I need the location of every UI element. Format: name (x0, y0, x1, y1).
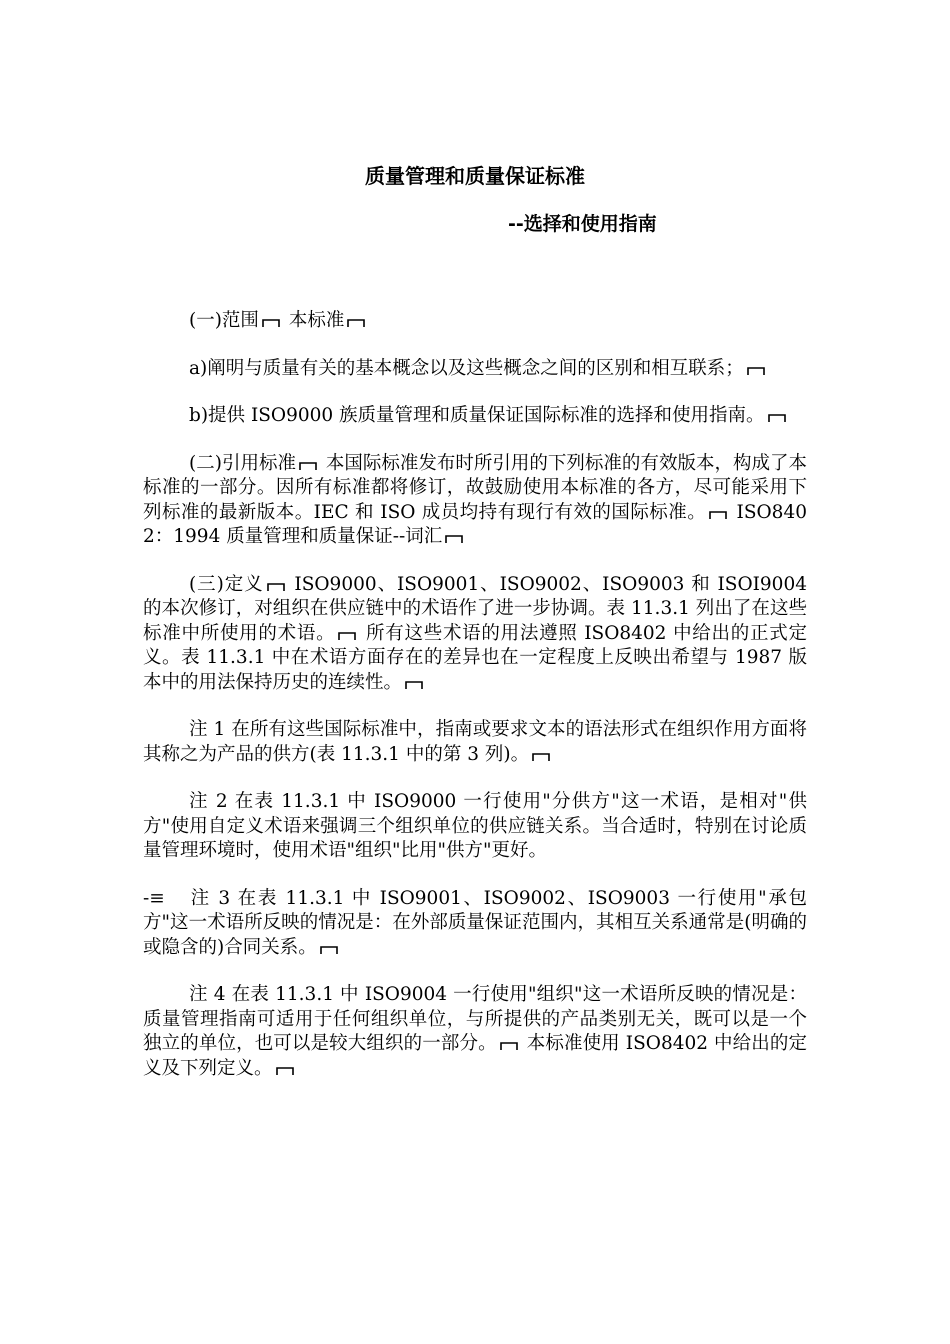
line-break-mark-icon (532, 750, 550, 762)
stray-mark: -≡ (143, 887, 165, 909)
line-break-mark-icon (347, 316, 365, 328)
paragraph-item-a (143, 357, 807, 382)
paragraph-item-b (143, 404, 807, 429)
paragraph-text: 注 1 在所有这些国际标准中，指南或要求文本的语法形式在组织作用方面将其称之为产品的供方(表 11.3.1 中的第 3 列)。 (143, 719, 807, 765)
line-break-mark-icon (299, 459, 317, 471)
line-break-mark-icon (405, 678, 423, 690)
section-heading-definitions: (三)定义 (189, 573, 264, 595)
document-subtitle: --选择和使用指南 (508, 213, 657, 235)
paragraph-normative-references (143, 452, 807, 550)
document-title: 质量管理和质量保证标准 (365, 164, 585, 188)
section-heading-references: (二)引用标准 (189, 452, 296, 474)
paragraph-text: ISO8402：1994 质量管理和质量保证--词汇 (143, 501, 807, 547)
line-break-mark-icon (747, 364, 765, 376)
line-break-mark-icon (320, 943, 338, 955)
line-break-mark-icon (768, 411, 786, 423)
line-break-mark-icon (267, 580, 285, 592)
line-break-mark-icon (338, 629, 356, 641)
line-break-mark-icon (709, 508, 727, 520)
paragraph-text: 注 2 在表 11.3.1 中 ISO9000 一行使用"分供方"这一术语，是相对"供方"使用自定义术语来强调三个组织单位的供应链关系。当合适时，特别在讨论质量管理环境时，使用术语"组织"比用"供方"更好。 (143, 791, 807, 861)
paragraph-text: 所有这些术语的用法遵照 ISO8402 中给出的正式定义。表 11.3.1 中在术语方面存在的差异也在一定程度上反映出希望与 1987 版本中的用法保持历史的连续性。 (143, 622, 807, 693)
paragraph-note-1 (143, 718, 807, 767)
paragraph-note-2 (143, 790, 807, 864)
paragraph-definitions (143, 573, 807, 696)
line-break-mark-icon (262, 316, 280, 328)
paragraph-text: 注 3 在表 11.3.1 中 ISO9001、ISO9002、ISO9003 一行使用"承包方"这一术语所反映的情况是：在外部质量保证范围内，其相互关系通常是(明确的或隐含的)合同关系。 (143, 887, 807, 958)
paragraph-text: 本标准使用 ISO8402 中给出的定义及下列定义。 (143, 1033, 807, 1079)
paragraph-text: a)阐明与质量有关的基本概念以及这些概念之间的区别和相互联系； (189, 357, 744, 379)
paragraph-text: 本标准 (288, 310, 345, 331)
paragraph-note-4 (143, 983, 807, 1081)
section-heading-scope: (一)范围 (189, 310, 259, 331)
line-break-mark-icon (500, 1039, 518, 1051)
paragraph-scope (143, 309, 807, 334)
paragraph-text: ISO9000、ISO9001、ISO9002、ISO9003 和 ISOI9004 的本次修订，对组织在供应链中的术语作了进一步协调。表 11.3.1 列出了在这些标准中所使用的术语。 (143, 573, 807, 644)
document-body (143, 309, 807, 1104)
line-break-mark-icon (276, 1064, 294, 1076)
paragraph-text: b)提供 ISO9000 族质量管理和质量保证国际标准的选择和使用指南。 (189, 405, 765, 426)
paragraph-note-3 (143, 887, 807, 961)
line-break-mark-icon (445, 532, 463, 544)
paragraph-text: 注 4 在表 11.3.1 中 ISO9004 一行使用"组织"这一术语所反映的情况是：质量管理指南可适用于任何组织单位，与所提供的产品类别无关，既可以是一个独立的单位，也可以是较大组织的一部分。 (143, 984, 807, 1054)
paragraph-text: 本国际标准发布时所引用的下列标准的有效版本，构成了本标准的一部分。因所有标准都将修订，故鼓励使用本标准的各方，尽可能采用下列标准的最新版本。IEC 和 ISO 成员均持有现行有效的国际标准。 (143, 452, 807, 523)
